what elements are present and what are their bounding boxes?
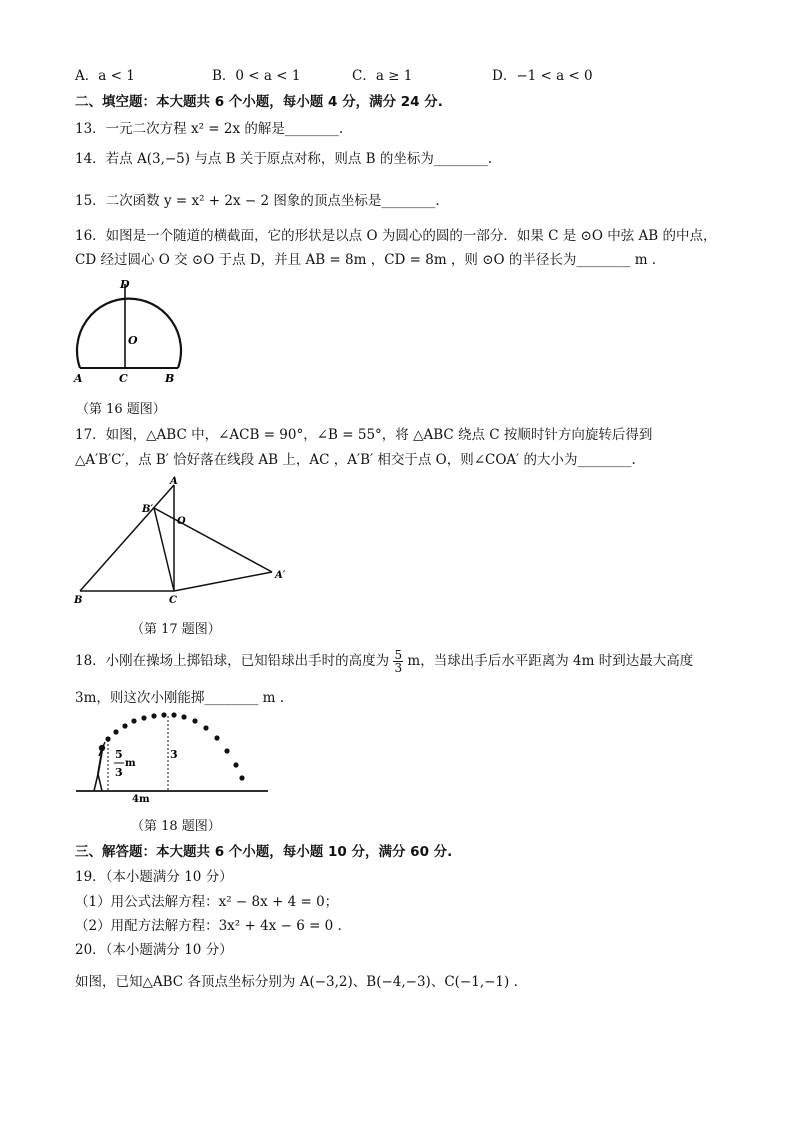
question-15: 15．二次函数 y = x² + 2x − 2 图象的顶点坐标是________. (75, 193, 440, 209)
label-o: O (177, 516, 186, 527)
fraction-5-3 (393, 649, 403, 674)
question-17-line-2: △A′B′C′，点 B′ 恰好落在线段 AB 上，AC ，A′B′ 相交于点 O，则∠COA′ 的大小为________. (75, 452, 636, 468)
section-2-title: 二、填空题：本大题共 6 个小题，每小题 4 分，满分 24 分. (75, 94, 443, 110)
distance-label: 4m (132, 794, 150, 803)
fraction-numerator: 5 (394, 648, 403, 662)
label-b-prime: B′ (142, 504, 154, 515)
question-19-part-2: （2）用配方法解方程：3x² + 4x − 6 = 0 . (75, 918, 342, 934)
question-18-text-b: m，当球出手后水平距离为 4m 时到达最大高度 (407, 653, 694, 669)
option-b: B．0 < a < 1 (212, 68, 301, 84)
figure-18 (72, 708, 272, 803)
section-3-title: 三、解答题：本大题共 6 个小题，每小题 10 分，满分 60 分. (75, 844, 453, 860)
height-denominator: 3 (115, 766, 123, 779)
height-unit: m (125, 758, 136, 769)
fraction-denominator: 3 (394, 661, 403, 675)
question-16-line-2: CD 经过圆心 O 交 ⊙O 于点 D，并且 AB = 8m ，CD = 8m ，则 ⊙O 的半径长为________ m . (75, 252, 657, 268)
question-14: 14．若点 A(3,−5) 与点 B 关于原点对称，则点 B 的坐标为________. (75, 151, 493, 167)
question-18-text-a: 18．小刚在操场上掷铅球，已知铅球出手时的高度为 (75, 653, 390, 669)
question-16-line-1: 16．如图是一个随道的横截面，它的形状是以点 O 为圆心的圆的一部分．如果 C 是 ⊙O 中弦 AB 的中点， (75, 228, 717, 244)
question-20-title: 20．（本小题满分 10 分） (75, 942, 233, 958)
option-a: A．a < 1 (75, 68, 135, 84)
figure-16-caption: （第 16 题图） (76, 402, 166, 417)
label-d: D (120, 278, 130, 291)
label-b: B (74, 595, 83, 606)
question-19-part-1: （1）用公式法解方程：x² − 8x + 4 = 0； (75, 894, 339, 910)
question-17-line-1: 17．如图，△ABC 中，∠ACB = 90°，∠B = 55°，将 △ABC 绕点 C 按顺时针方向旋转后得到 (75, 427, 653, 443)
option-d: D．−1 < a < 0 (492, 68, 593, 84)
label-a: A (170, 476, 178, 487)
label-c: C (119, 372, 128, 385)
figure-18-caption: （第 18 题图） (131, 819, 221, 834)
question-18-line-1 (75, 648, 693, 674)
question-20-text: 如图，已知△ABC 各顶点坐标分别为 A(−3,2)、B(−4,−3)、C(−1,−1) . (75, 974, 518, 990)
height-numerator: 5 (115, 748, 123, 761)
figure-17-caption: （第 17 题图） (131, 622, 221, 637)
question-18-line-2: 3m，则这次小刚能掷________ m . (75, 690, 285, 706)
question-19-title: 19．（本小题满分 10 分） (75, 869, 233, 885)
label-a-prime: A′ (275, 570, 286, 581)
label-o: O (128, 334, 138, 347)
figure-16 (70, 276, 190, 386)
label-a: A (74, 372, 83, 385)
figure-17 (72, 474, 292, 609)
label-b: B (165, 372, 175, 385)
max-height-label: 3 (170, 748, 178, 761)
label-c: C (169, 595, 177, 606)
option-c: C．a ≥ 1 (352, 68, 413, 84)
question-13: 13．一元二次方程 x² = 2x 的解是________. (75, 121, 344, 137)
